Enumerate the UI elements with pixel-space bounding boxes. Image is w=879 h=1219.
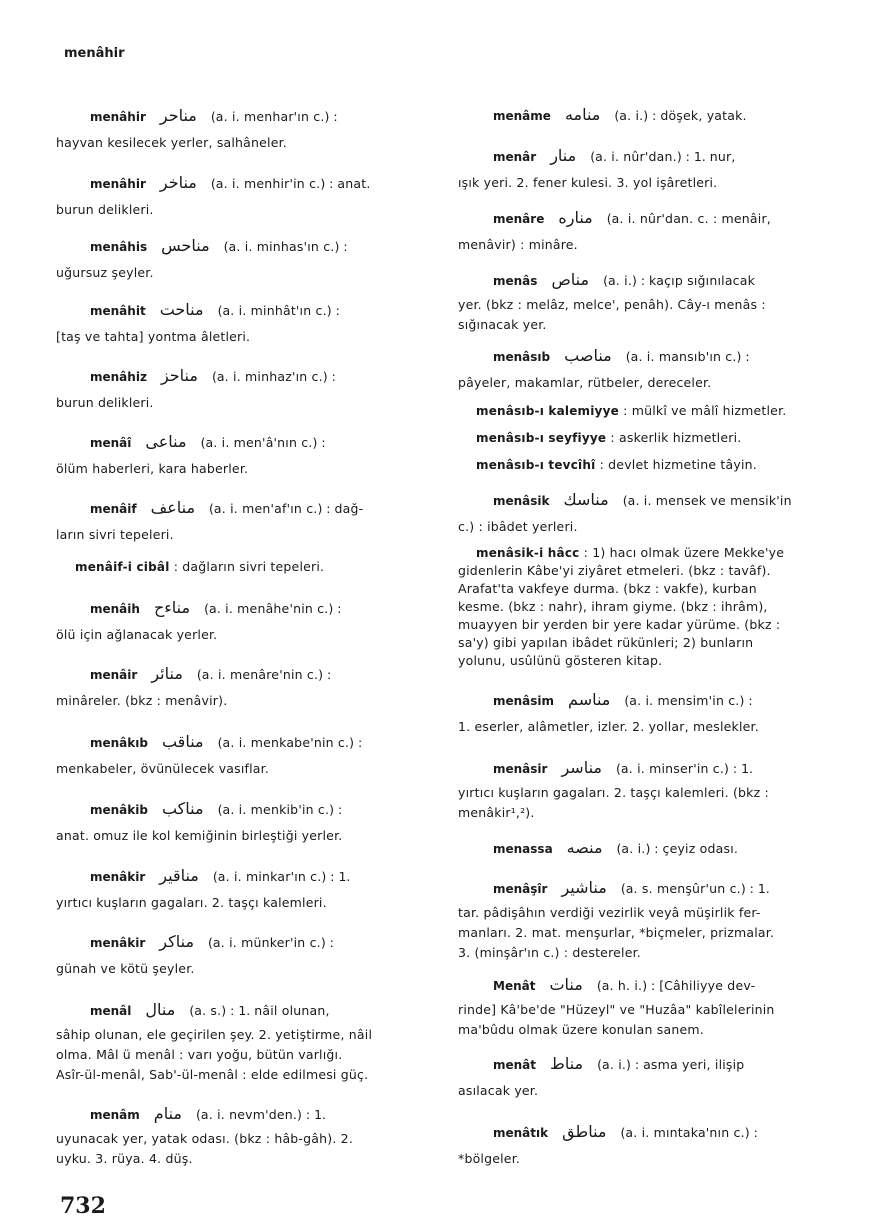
entry-continuation: kesme. (bkz : nahr), ihram giyme. (bkz : ihrâm), [458,599,768,614]
dictionary-entry [493,488,792,513]
entry-continuation: ölü için ağlanacak yerler. [56,627,218,642]
dictionary-entry [90,364,336,389]
page-number: 732 [60,1193,106,1219]
arabic-script: مناط [550,1054,584,1073]
entry-definition: (a. i. menhar'ın c.) : [210,109,338,124]
arabic-script: مناكر [159,932,195,951]
entry-headword: menâme [493,109,551,123]
arabic-script: مناعى [145,432,187,451]
entry-headword: menâkir [90,870,146,884]
dictionary-entry [90,797,342,822]
entry-headword: menâkıb [90,736,148,750]
entry-continuation: minâreler. (bkz : menâvir). [56,693,228,708]
dictionary-entry [493,756,753,781]
entry-headword: Menât [493,979,536,993]
arabic-script: منام [153,1104,182,1123]
entry-definition: (a. i. nûr'dan.) : 1. nur, [590,149,736,164]
dictionary-entry [493,836,738,861]
sub-entry-headword: menâsıb-ı kalemiyye [476,404,619,418]
dictionary-entry [90,298,340,323]
entry-continuation: sığınacak yer. [458,317,547,332]
entry-headword: menâtık [493,1126,549,1140]
arabic-script: مناحت [159,300,204,319]
entry-headword: menâsik [493,494,550,508]
dictionary-entry [493,1052,744,1077]
entry-definition: (a. i.) : çeyiz odası. [616,841,739,856]
entry-continuation: günah ve kötü şeyler. [56,961,195,976]
sub-entry-headword: menâsik-i hâcc [476,546,580,560]
entry-definition: (a. i. menâre'nin c.) : [196,667,332,682]
entry-definition: (a. i. menâhe'nin c.) : [204,601,342,616]
entry-continuation: Arafat'ta vakfeye durma. (bkz : vakfe), kurban [458,581,757,596]
arabic-script: مناحر [159,106,197,125]
entry-headword: menâih [90,602,140,616]
arabic-script: منال [145,1000,176,1019]
dictionary-entry [493,103,747,128]
sub-entry [476,402,786,420]
entry-continuation: olma. Mâl ü menâl : varı yoğu, bütün varlığı. [56,1047,343,1062]
arabic-script: مناسر [561,758,602,777]
dictionary-entry [90,1102,326,1127]
arabic-script: مناحس [161,236,210,255]
entry-headword: menâsim [493,694,555,708]
dictionary-entry [90,104,338,129]
entry-headword: menâsir [493,762,548,776]
entry-continuation: menâvir) : minâre. [458,237,578,252]
arabic-script: مناحز [160,366,198,385]
sub-entry [75,558,324,576]
entry-definition: (a. i. münker'in c.) : [208,935,334,950]
arabic-script: مناصب [564,346,612,365]
sub-entry [476,456,757,474]
entry-continuation: uğursuz şeyler. [56,265,154,280]
dictionary-entry [90,596,341,621]
entry-continuation: 3. (minşâr'ın c.) : destereler. [458,945,641,960]
entry-headword: menâre [493,212,545,226]
dictionary-entry [493,876,770,901]
arabic-script: مناطق [562,1122,607,1141]
entry-definition: (a. i. minkar'ın c.) : 1. [212,869,351,884]
dictionary-entry [493,268,755,293]
entry-continuation: asılacak yer. [458,1083,539,1098]
sub-entry-headword: menâsıb-ı seyfiyye [476,431,607,445]
entry-headword: menâir [90,668,138,682]
running-header: menâhir [64,46,125,61]
entry-continuation: ölüm haberleri, kara haberler. [56,461,249,476]
dictionary-entry [90,864,350,889]
entry-definition: (a. i. mensek ve mensik'in [622,493,792,508]
entry-definition: (a. i. minhât'ın c.) : [217,303,340,318]
arabic-script: مناص [551,270,590,289]
entry-continuation: 1. eserler, alâmetler, izler. 2. yollar, meslekler. [458,719,759,734]
entry-continuation: ışık yeri. 2. fener kulesi. 3. yol işâretleri. [458,175,718,190]
entry-headword: menâhiz [90,370,147,384]
arabic-script: مناخر [159,173,197,192]
dictionary-entry [493,973,755,998]
entry-continuation: yolunu, usûlünü gösteren kitap. [458,653,663,668]
entry-continuation: sa'y) gibi yapılan ibâdet rükünleri; 2) bunların [458,635,754,650]
entry-headword: menâif [90,502,137,516]
entry-headword: menâm [90,1108,140,1122]
entry-continuation: anat. omuz ile kol kemiğinin birleştiği yerler. [56,828,343,843]
entry-headword: menât [493,1058,537,1072]
entry-headword: menâhis [90,240,148,254]
entry-definition: (a. i. menkib'in c.) : [217,802,343,817]
dictionary-entry [90,234,348,259]
entry-definition: (a. h. i.) : [Câhiliyye dev- [596,978,756,993]
arabic-script: مناكب [161,799,204,818]
entry-headword: menâhir [90,110,146,124]
entry-continuation: ların sivri tepeleri. [56,527,174,542]
sub-entry-headword: menâif-i cibâl [75,560,170,574]
entry-continuation: rinde] Kâ'be'de "Hüzeyl" ve "Huzâa" kabîlelerinin [458,1002,775,1017]
entry-continuation: yer. (bkz : melâz, melce', penâh). Cây-ı menâs : [458,297,766,312]
arabic-script: منات [549,975,583,994]
entry-continuation: manları. 2. mat. menşurlar, *biçmeler, prizmalar. [458,925,775,940]
sub-entry [476,429,741,447]
sub-entry-definition: : askerlik hizmetleri. [610,430,742,445]
entry-definition: (a. s.) : 1. nâil olunan, [189,1003,330,1018]
dictionary-entry [90,998,330,1023]
arabic-script: مناقب [161,732,204,751]
entry-definition: (a. i. men'af'ın c.) : dağ- [209,501,364,516]
entry-definition: (a. i. mansıb'ın c.) : [625,349,750,364]
entry-definition: (a. i. nevm'den.) : 1. [195,1107,326,1122]
dictionary-entry [493,344,750,369]
sub-entry-definition: : devlet hizmetine tâyin. [599,457,757,472]
dictionary-entry [90,496,363,521]
entry-headword: menâl [90,1004,132,1018]
entry-headword: menassa [493,842,553,856]
entry-headword: menâkib [90,803,148,817]
sub-entry-headword: menâsıb-ı tevcîhî [476,458,596,472]
entry-definition: (a. i.) : asma yeri, ilişip [597,1057,745,1072]
entry-continuation: yırtıcı kuşların gagaları. 2. taşçı kalemleri. (bkz : [458,785,769,800]
entry-headword: menâhit [90,304,146,318]
sub-entry [476,544,784,562]
dictionary-entry [90,430,326,455]
dictionary-entry [90,662,331,687]
entry-continuation: [taş ve tahta] yontma âletleri. [56,329,251,344]
entry-definition: (a. i. mıntaka'nın c.) : [620,1125,758,1140]
entry-definition: (a. i. menhir'in c.) : anat. [210,176,371,191]
dictionary-entry [493,206,771,231]
entry-headword: menâs [493,274,538,288]
entry-continuation: gidenlerin Kâbe'yi ziyâret etmeleri. (bkz : tavâf). [458,563,771,578]
entry-definition: (a. i.) : döşek, yatak. [614,108,747,123]
entry-continuation: muayyen bir yerden bir yere kadar yürüme. (bkz : [458,617,781,632]
entry-continuation: pâyeler, makamlar, rütbeler, dereceler. [458,375,712,390]
dictionary-entry [90,171,371,196]
dictionary-entry [493,144,736,169]
dictionary-entry [493,1120,758,1145]
entry-continuation: Asîr-ül-menâl, Sab'-ül-menâl : elde edilmesi güç. [56,1067,369,1082]
dictionary-entry [90,930,334,955]
entry-headword: menâî [90,436,132,450]
entry-continuation: menkabeler, övünülecek vasıflar. [56,761,270,776]
sub-entry-definition: : mülkî ve mâlî hizmetler. [623,403,787,418]
entry-continuation: menâkir¹,²). [458,805,535,820]
entry-definition: (a. i. nûr'dan. c. : menâir, [606,211,771,226]
entry-continuation: hayvan kesilecek yerler, salhâneler. [56,135,287,150]
entry-headword: menâkir [90,936,146,950]
dictionary-entry [493,688,753,713]
entry-continuation: burun delikleri. [56,395,154,410]
entry-headword: menâr [493,150,537,164]
arabic-script: منار [550,146,577,165]
arabic-script: منصه [566,838,603,857]
entry-continuation: yırtıcı kuşların gagaları. 2. taşçı kalemleri. [56,895,327,910]
arabic-script: مناقير [159,866,199,885]
entry-definition: (a. i. men'â'nın c.) : [200,435,326,450]
arabic-script: منائر [151,664,183,683]
entry-headword: menâşîr [493,882,548,896]
arabic-script: مناسك [563,490,609,509]
entry-continuation: c.) : ibâdet yerleri. [458,519,578,534]
entry-continuation: burun delikleri. [56,202,154,217]
entry-continuation: sâhip olunan, ele geçirilen şey. 2. yetiştirme, nâil [56,1027,373,1042]
entry-continuation: tar. pâdişâhın verdiği vezirlik veyâ müşirlik fer- [458,905,761,920]
sub-entry-definition: : 1) hacı olmak üzere Mekke'ye [583,545,785,560]
arabic-script: مناءح [153,598,191,617]
entry-continuation: ma'bûdu olmak üzere konulan sanem. [458,1022,704,1037]
entry-definition: (a. i.) : kaçıp sığınılacak [603,273,756,288]
arabic-script: مناعف [150,498,196,517]
entry-continuation: *bölgeler. [458,1151,521,1166]
arabic-script: مناشير [561,878,607,897]
sub-entry-definition: : dağların sivri tepeleri. [173,559,325,574]
arabic-script: منامه [564,105,601,124]
entry-continuation: uyunacak yer, yatak odası. (bkz : hâb-gâh). 2. [56,1131,354,1146]
entry-headword: menâsıb [493,350,551,364]
entry-continuation: uyku. 3. rüya. 4. düş. [56,1151,193,1166]
entry-definition: (a. i. minhaz'ın c.) : [211,369,336,384]
entry-definition: (a. s. menşûr'un c.) : 1. [620,881,770,896]
entry-headword: menâhir [90,177,146,191]
arabic-script: مناره [558,208,593,227]
dictionary-entry [90,730,362,755]
arabic-script: مناسم [568,690,611,709]
entry-definition: (a. i. minser'in c.) : 1. [615,761,754,776]
entry-definition: (a. i. menkabe'nin c.) : [217,735,363,750]
entry-definition: (a. i. mensim'in c.) : [624,693,753,708]
entry-definition: (a. i. minhas'ın c.) : [223,239,348,254]
